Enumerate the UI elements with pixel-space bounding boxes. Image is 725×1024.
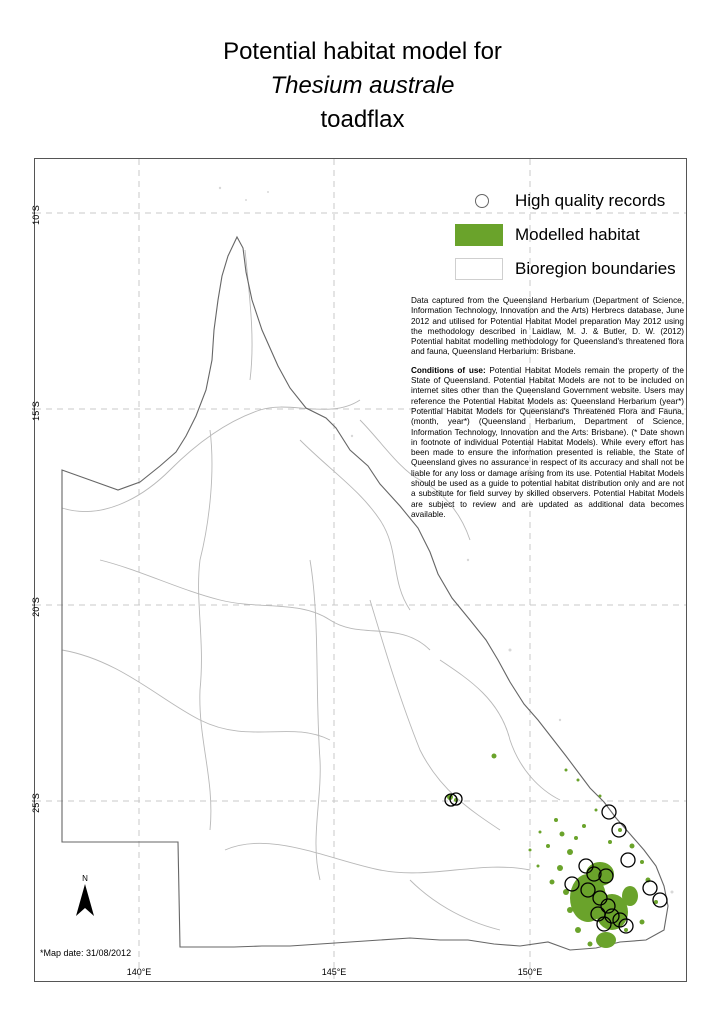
info-text-block [411, 296, 684, 528]
record-point [621, 853, 635, 867]
record-point [643, 881, 657, 895]
title-species-name: Thesium australe [270, 72, 455, 99]
lat-label-10: 10°S [31, 205, 41, 225]
habitat-swatch-icon [455, 224, 503, 246]
high-quality-records [445, 793, 667, 933]
boundary-swatch-icon [455, 258, 503, 280]
lat-label-15: 15°S [31, 401, 41, 421]
lon-label-150: 150°E [517, 967, 543, 977]
legend-boundaries-label: Bioregion boundaries [515, 259, 676, 278]
lat-label-20: 20°S [31, 597, 41, 617]
north-arrow-icon [72, 884, 98, 918]
conditions-label: Conditions of use: [411, 365, 486, 375]
conditions-text: Potential Habitat Models remain the property of the State of Queensland. Potential Habitat Models are not to be included on internet sites other than the Queensland Government website. Users may reference the Potential Habitat Models as: Queensland Herbarium (year*) Potential Habitat Models for Queensland's Threatened Flora and Fauna, (month, year*) (Queensland Herbarium, Department of Science, Information Technology, Innovation and the Arts: Brisbane). (* Date shown in footnote of individual Potential Habitat Models). While every effort has been made to ensure the information presented is reliable, the State of Queensland gives no assurance in respect of its accuracy and shall not be liable for any loss or damage arising from its use. Potential Habitat Models should be used as a guide to potential habitat distribution only and are not a substitute for field survey by skilled observers. Potential Habitat Models are subject to review and are updated as additional data becomes available. [411, 365, 684, 519]
north-label: N [82, 874, 88, 883]
legend-habitat-label: Modelled habitat [515, 225, 640, 244]
north-arrow [72, 874, 98, 918]
lon-label-140: 140°E [126, 967, 152, 977]
legend-records-label: High quality records [515, 191, 666, 210]
lon-label-145: 145°E [321, 967, 347, 977]
conditions-paragraph [411, 366, 684, 520]
map-date: *Map date: 31/08/2012 [40, 948, 132, 958]
data-source-paragraph: Data captured from the Queensland Herbarium (Department of Science, Information Technology, Innovation and the Arts) Herbrecs database, June 2012 and utilised for Potential Habitat Model preparation May 2012 using the methodology described in Laidlaw, M. J. & Butler, D. W. (2012) Potential habitat modelling methodology for Queensland's threatened flora and fauna, Queensland Herbarium: Brisbane. [411, 296, 684, 357]
title-line-1: Potential habitat model for [223, 38, 502, 65]
record-circle-icon [475, 194, 489, 208]
record-point [602, 805, 616, 819]
lat-label-25: 25°S [31, 793, 41, 813]
title-common-name: toadflax [320, 106, 405, 133]
record-point [653, 893, 667, 907]
